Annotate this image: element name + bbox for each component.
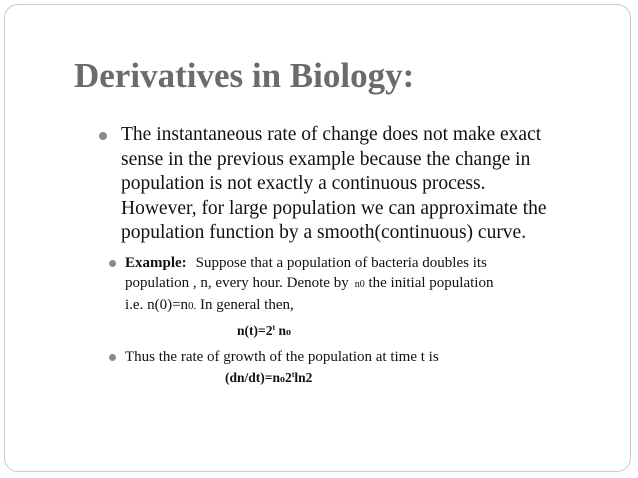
example-line-1-text: Suppose that a population of bacteria doubles its	[195, 255, 487, 271]
example-line-3-post: In general then,	[200, 297, 294, 313]
bullet-dot-icon	[99, 132, 107, 140]
thus-text: Thus the rate of growth of the population at time t is	[125, 349, 439, 365]
formula-population: $n(t)=2^t$ no	[237, 323, 291, 338]
example-line-3-pre: i.e. n(0)=n	[125, 297, 189, 313]
main-bullet-line: The instantaneous rate of change does not make exact	[121, 124, 542, 145]
example-n0: n0	[354, 279, 365, 290]
thus-bullet	[109, 347, 589, 367]
example-line-1	[125, 253, 589, 273]
main-bullet-line: population is not exactly a continuous process.	[121, 173, 486, 195]
slide	[4, 4, 631, 472]
main-bullet-text	[121, 123, 599, 246]
example-line-3	[125, 295, 589, 316]
main-bullet-line: sense in the previous example because the change in	[121, 148, 531, 170]
main-bullet	[99, 123, 599, 246]
main-bullet-line: population function by a smooth(continuous) curve.	[121, 222, 527, 244]
example-line-2-pre: population , n, every hour. Denote by	[125, 275, 349, 291]
example-bullet	[109, 253, 589, 316]
formula-growth-rate: $(dn/dt)=no2^t\ln 2$	[225, 370, 313, 385]
slide-title: Derivatives in Biology:	[74, 56, 415, 95]
example-line-2	[125, 273, 589, 295]
example-line-2-post: the initial population	[368, 275, 494, 291]
example-line-3-sub: 0.	[188, 300, 197, 312]
bullet-dot-icon	[109, 354, 116, 361]
main-bullet-line: However, for large population we can approximate the	[121, 197, 547, 219]
example-label: Example:	[125, 255, 187, 271]
example-text	[125, 253, 589, 316]
bullet-dot-icon	[109, 260, 116, 267]
